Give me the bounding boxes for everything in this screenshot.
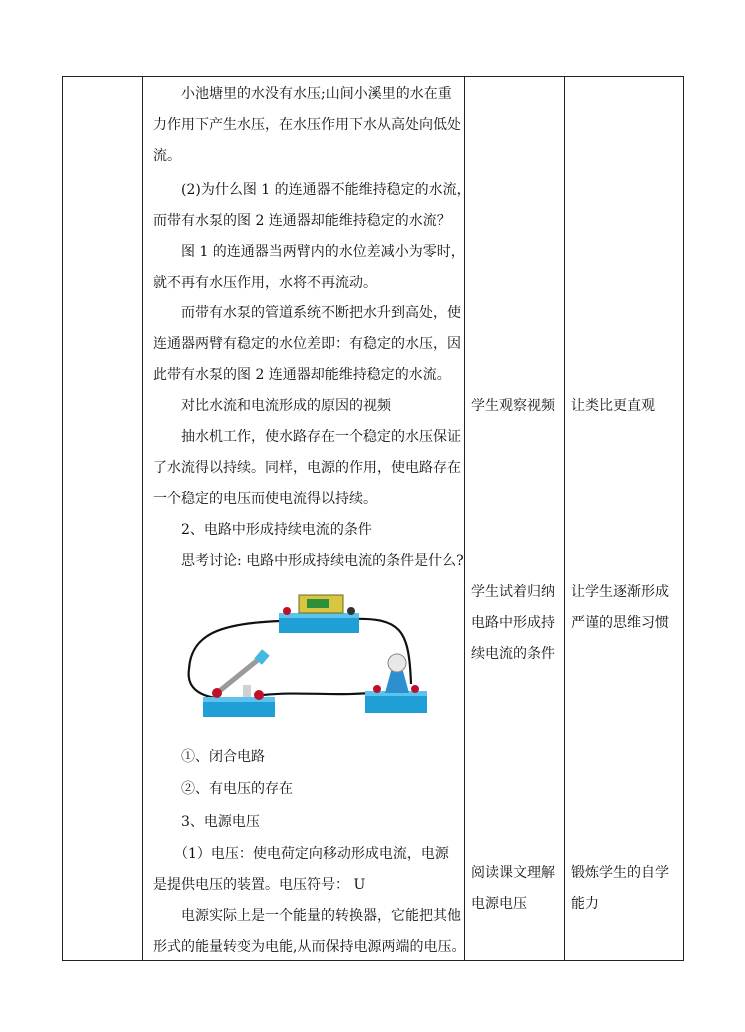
lesson-table	[62, 76, 684, 961]
content-line: 而带有水泵的图 2 连通器却能维持稳定的水流？	[153, 213, 451, 229]
circuit-diagram	[181, 589, 431, 721]
content-line: 小池塘里的水没有水压;山间小溪里的水在重	[153, 86, 452, 102]
activity-line: 电源电压	[471, 896, 527, 912]
intent-line: 锻炼学生的自学	[571, 865, 669, 881]
content-line: 一个稳定的电压而使电流得以持续。	[153, 491, 377, 507]
content-line: 2、电路中形成持续电流的条件	[153, 522, 372, 538]
content-line: 抽水机工作，使水路存在一个稳定的水压保证	[153, 429, 461, 445]
content-line: 图 1 的连通器当两臂内的水位差减小为零时，	[153, 244, 465, 260]
content-line: 对比水流和电流形成的原因的视频	[153, 398, 391, 414]
content-line: 就不再有水压作用，水将不再流动。	[153, 275, 377, 291]
content-line: 流。	[153, 148, 181, 164]
content-line: 此带有水泵的图 2 连通器却能维持稳定的水流。	[153, 367, 451, 383]
intent-line: 让类比更直观	[571, 398, 655, 414]
activity-line: 阅读课文理解	[471, 865, 555, 881]
content-line: ①、闭合电路	[153, 749, 265, 765]
content-line: 了水流得以持续。同样，电源的作用，使电路存在	[153, 460, 461, 476]
content-line: 而带有水泵的管道系统不断把水升到高处，使	[153, 305, 461, 321]
intent-line: 严谨的思维习惯	[571, 615, 669, 631]
content-line: 3、电源电压	[153, 814, 260, 830]
activity-line: 学生观察视频	[471, 398, 555, 414]
activity-line: 学生试着归纳	[471, 584, 555, 600]
content-line: （1）电压：使电荷定向移动形成电流，电源	[153, 846, 449, 862]
activity-line: 电路中形成持	[471, 615, 555, 631]
table-row	[63, 77, 684, 961]
content-line: (2)为什么图 1 的连通器不能维持稳定的水流，	[153, 182, 471, 198]
content-line: 连通器两臂有稳定的水位差即：有稳定的水压，因	[153, 336, 461, 352]
content-line: 电源实际上是一个能量的转换器，它能把其他	[153, 908, 461, 924]
content-line: 力作用下产生水压，在水压作用下水从高处向低处	[153, 117, 461, 133]
column-empty	[63, 77, 143, 961]
activity-line: 续电流的条件	[471, 646, 555, 662]
content-line: 是提供电压的装置。电压符号： U	[153, 877, 366, 893]
content-line: 思考讨论: 电路中形成持续电流的条件是什么?	[153, 553, 464, 569]
content-line: 形式的能量转变为电能,从而保持电源两端的电压。	[153, 939, 466, 955]
column-design-intent	[565, 77, 684, 961]
content-line: ②、有电压的存在	[153, 781, 293, 797]
column-student-activity	[465, 77, 565, 961]
intent-line: 让学生逐渐形成	[571, 584, 669, 600]
intent-line: 能力	[571, 896, 599, 912]
column-content	[143, 77, 471, 961]
